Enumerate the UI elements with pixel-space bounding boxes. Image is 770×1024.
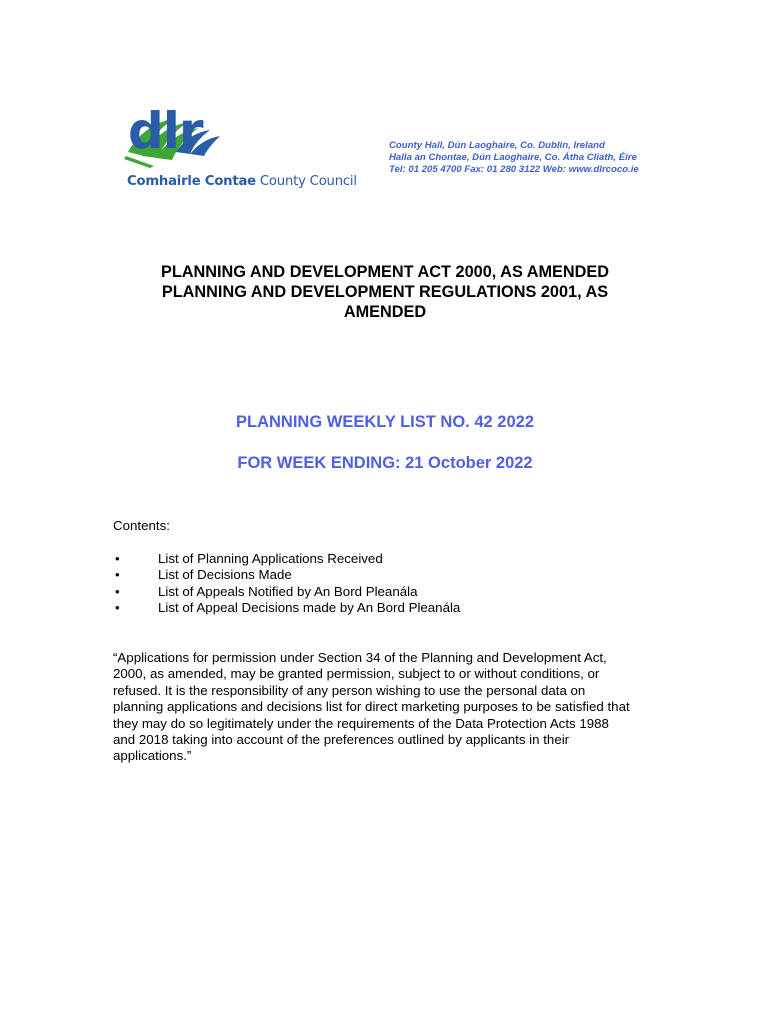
contents-item-label: List of Appeal Decisions made by An Bord Pleanála — [158, 600, 461, 616]
address-line-1: County Hall, Dún Laoghaire, Co. Dublin, Ireland — [389, 140, 605, 151]
disclaimer-line: planning applications and decisions list for direct marketing purposes to be satisfied that — [113, 699, 630, 715]
contents-item — [113, 567, 460, 583]
disclaimer-line: applications.” — [113, 748, 192, 764]
logo-council-name — [127, 174, 357, 189]
address-line-3: Tel: 01 205 4700 Fax: 01 280 3122 Web: www.dlrcoco.ie — [389, 164, 639, 175]
disclaimer-line: refused. It is the responsibility of any person wishing to use the personal data on — [113, 682, 586, 698]
logo-wordmark: dlr — [128, 102, 203, 160]
disclaimer-line: “Applications for permission under Section 34 of the Planning and Development Act, — [113, 650, 607, 665]
bullet-icon: • — [115, 567, 120, 583]
act-title — [110, 262, 660, 322]
week-ending-date: FOR WEEK ENDING: 21 October 2022 — [237, 454, 533, 472]
contents-list — [113, 551, 460, 617]
act-title-line-3: AMENDED — [343, 303, 427, 321]
bullet-icon: • — [115, 551, 120, 566]
disclaimer-line: and 2018 taking into account of the preferences outlined by applicants in their — [113, 732, 570, 748]
logo-council-english: County Council — [259, 174, 357, 189]
act-title-line-2: PLANNING AND DEVELOPMENT REGULATIONS 2001, AS — [161, 283, 609, 301]
contents-item-label: List of Appeals Notified by An Bord Pleanála — [158, 583, 418, 599]
data-protection-disclaimer — [113, 650, 658, 765]
bullet-icon: • — [115, 583, 120, 599]
contents-heading: Contents: — [113, 518, 170, 533]
logo-council-irish: Comhairle Contae — [127, 174, 256, 189]
address-line-2: Halla an Chontae, Dún Laoghaire, Co. Átha Cliath, Éire — [389, 152, 637, 163]
contents-item — [113, 584, 460, 600]
disclaimer-line: they may do so legitimately under the requirements of the Data Protection Acts 1988 — [113, 715, 609, 731]
council-address — [389, 140, 639, 176]
contents-item-label: List of Decisions Made — [158, 567, 292, 583]
bullet-icon: • — [115, 600, 120, 616]
disclaimer-line: 2000, as amended, may be granted permission, subject to or without conditions, or — [113, 666, 600, 682]
contents-item — [113, 600, 460, 616]
contents-item — [113, 551, 460, 567]
act-title-line-1: PLANNING AND DEVELOPMENT ACT 2000, AS AMENDED — [160, 263, 610, 281]
weekly-list-title: PLANNING WEEKLY LIST NO. 42 2022 — [236, 413, 534, 431]
contents-item-label: List of Planning Applications Received — [158, 551, 383, 566]
